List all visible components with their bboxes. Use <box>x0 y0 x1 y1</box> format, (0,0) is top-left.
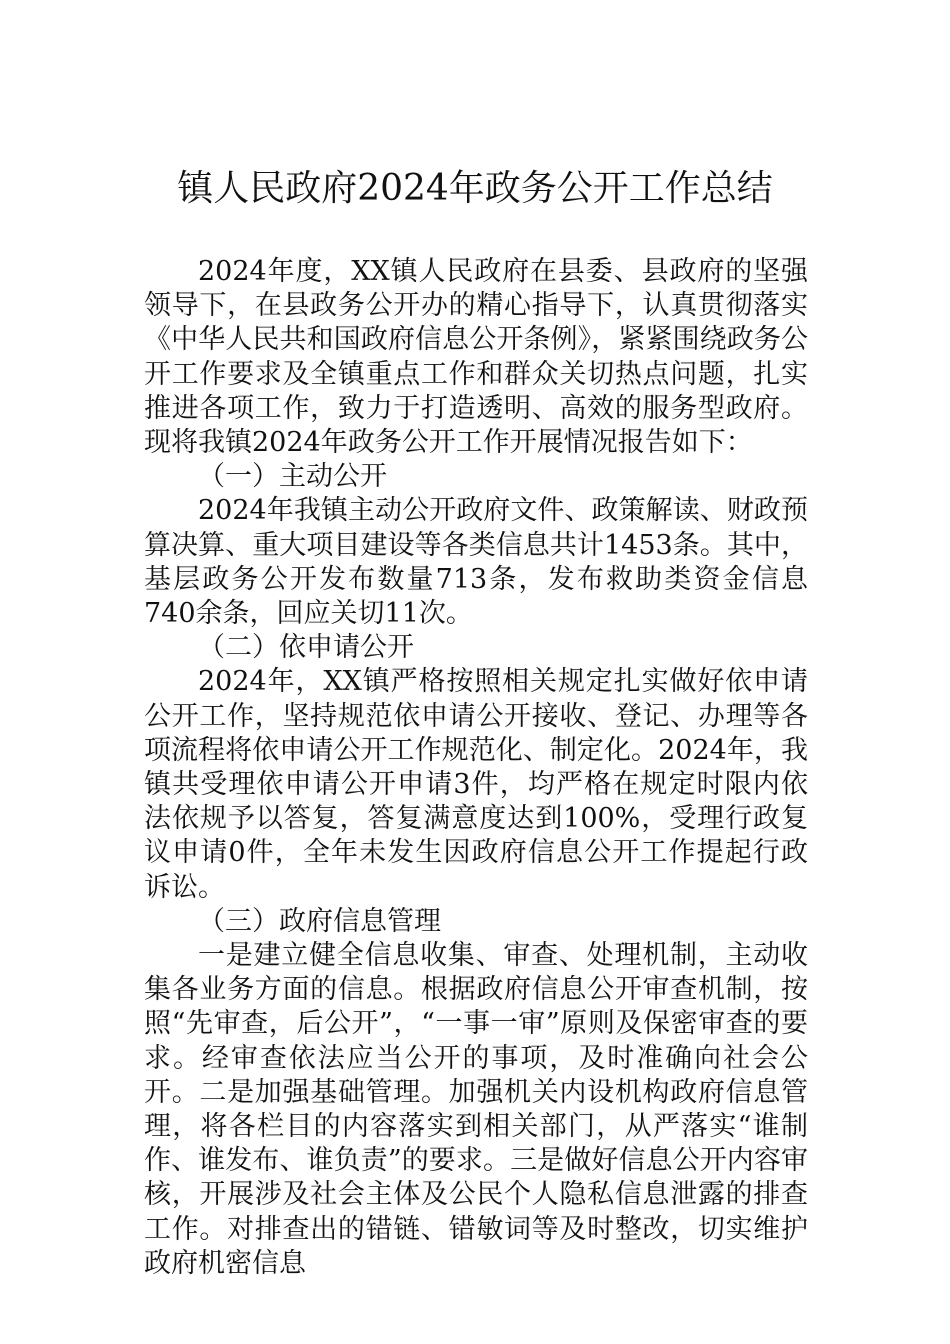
section-heading-information-management: （三）政府信息管理 <box>198 905 441 937</box>
paragraph-disclosure-on-request: 2024年，XX镇严格按照相关规定扎实做好依申请公开工作，坚持规范依申请公开接收、登记、办理等各项流程将依申请公开工作规范化、制定化。2024年，我镇共受理依申请公开申请3件，均严格在规定时限内依法依规予以答复，答复满意度达到100%，受理行政复议申请0件，全年未发生因政府信息公开工作提起行政诉讼。 <box>144 666 808 903</box>
document-title: 镇人民政府2024年政务公开工作总结 <box>177 168 773 209</box>
paragraph-proactive-disclosure: 2024年我镇主动公开政府文件、政策解读、财政预算决算、重大项目建设等各类信息共计1453条。其中，基层政务公开发布数量713条，发布救助类资金信息740余条，回应关切11次。 <box>144 495 808 630</box>
document-body <box>144 255 808 1281</box>
paragraph-intro: 2024年度，XX镇人民政府在县委、县政府的坚强领导下，在县政务公开办的精心指导下，认真贯彻落实《中华人民共和国政府信息公开条例》，紧紧围绕政务公开工作要求及全镇重点工作和群众关切热点问题，扎实推进各项工作，致力于打造透明、高效的服务型政府。现将我镇2024年政务公开工作开展情况报告如下： <box>144 256 808 459</box>
section-heading-disclosure-on-request: （二）依申请公开 <box>198 632 414 664</box>
section-heading-proactive-disclosure: （一）主动公开 <box>198 461 387 493</box>
paragraph-information-management: 一是建立健全信息收集、审查、处理机制，主动收集各业务方面的信息。根据政府信息公开审查机制，按照“先审查，后公开”，“一事一审”原则及保密审查的要求。经审查依法应当公开的事项，及时准确向社会公开。二是加强基础管理。加强机关内设机构政府信息管理，将各栏目的内容落实到相关部门，从严落实“谁制作、谁发布、谁负责”的要求。三是做好信息公开内容审核，开展涉及社会主体及公民个人隐私信息泄露的排查工作。对排查出的错链、错敏词等及时整改，切实维护政府机密信息 <box>144 940 808 1279</box>
